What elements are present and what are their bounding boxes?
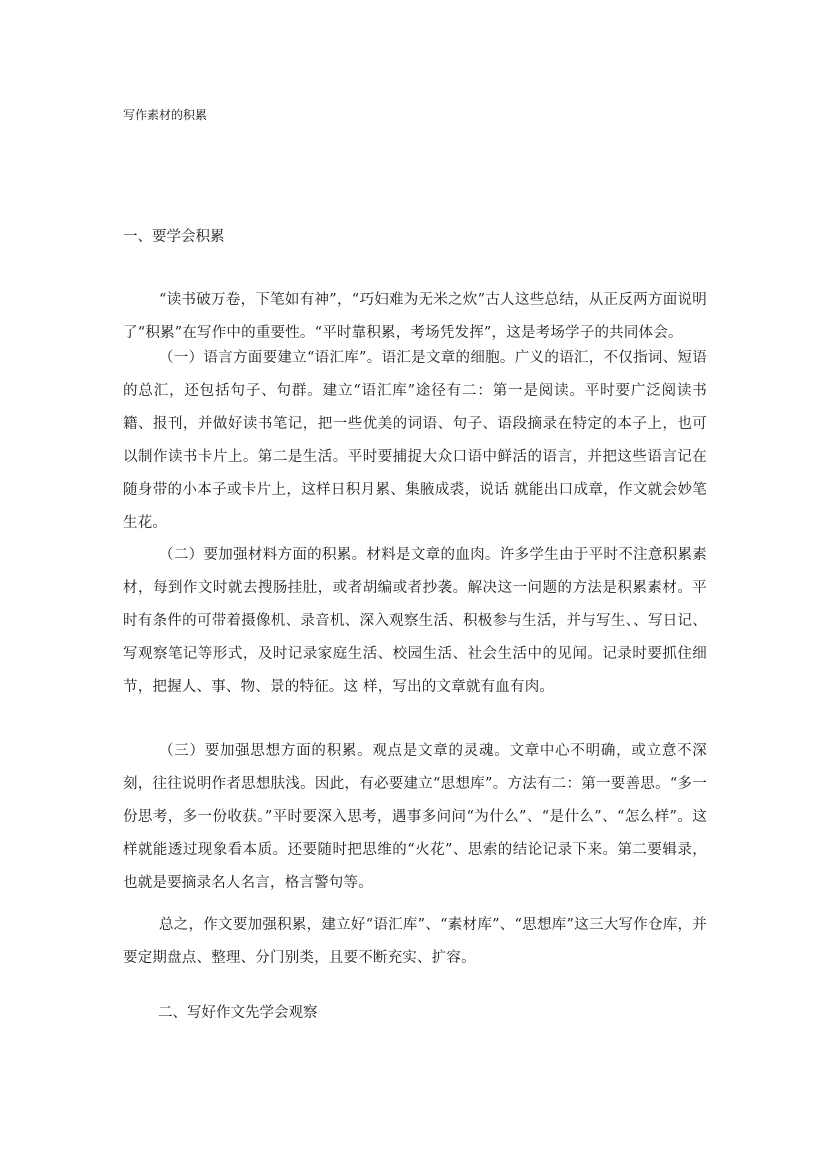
section-heading-2: 二、写好作文先学会观察 [158, 1005, 318, 1021]
paragraph-summary: 总之，作文要加强积累，建立好“语汇库”、“素材库”、“思想库”这三大写作仓库，并要定期盘点、整理、分门别类，且要不断充实、扩容。 [123, 917, 707, 966]
document-title: 写作素材的积累 [123, 108, 208, 122]
section-heading-1: 一、要学会积累 [123, 229, 225, 245]
paragraph-thought: （三）要加强思想方面的积累。观点是文章的灵魂。文章中心不明确，或立意不深刻，往往说明作者思想肤浅。因此，有必要建立“思想库”。方法有二：第一要善思。“多一份思考，多一份收获。”平时要深入思考，遇事多问问“为什么”、“是什么”、“怎么样”。这样就能透过现象看本质。还要随时把思维的“火花”、思索的结论记录下来。第二要辑录，也就是要摘录名人名言，格言警句等。 [123, 743, 707, 891]
paragraph-material: （二）要加强材料方面的积累。材料是文章的血肉。许多学生由于平时不注意积累素材，每到作文时就去搜肠挂肚，或者胡编或者抄袭。解决这一问题的方法是积累素材。平时有条件的可带着摄像机、录音机、深入观察生活、积极参与生活，并与写生、、写日记、写观察笔记等形式，及时记录家庭生活、校园生活、社会生活中的见闻。记录时要抓住细节，把握人、事、物、景的特征。这 样，写出的文章就有血有肉。 [123, 547, 707, 695]
paragraph-intro: “读书破万卷，下笔如有神”，“巧妇难为无米之炊”古人这些总结，从正反两方面说明了“积累”在写作中的重要性。“平时靠积累，考场凭发挥”，这是考场学子的共同体会。 [123, 292, 707, 341]
paragraph-language: （一）语言方面要建立“语汇库”。语汇是文章的细胞。广义的语汇，不仅指词、短语的总汇，还包括句子、句群。建立“语汇库”途径有二：第一是阅读。平时要广泛阅读书籍、报刊，并做好读书笔记，把一些优美的词语、句子、语段摘录在特定的本子上，也可以制作读书卡片上。第二是生活。平时要捕捉大众口语中鲜活的语言，并把这些语言记在随身带的小本子或卡片上，这样日积月累、集腋成裘，说话 就能出口成章，作文就会妙笔生花。 [123, 350, 707, 531]
